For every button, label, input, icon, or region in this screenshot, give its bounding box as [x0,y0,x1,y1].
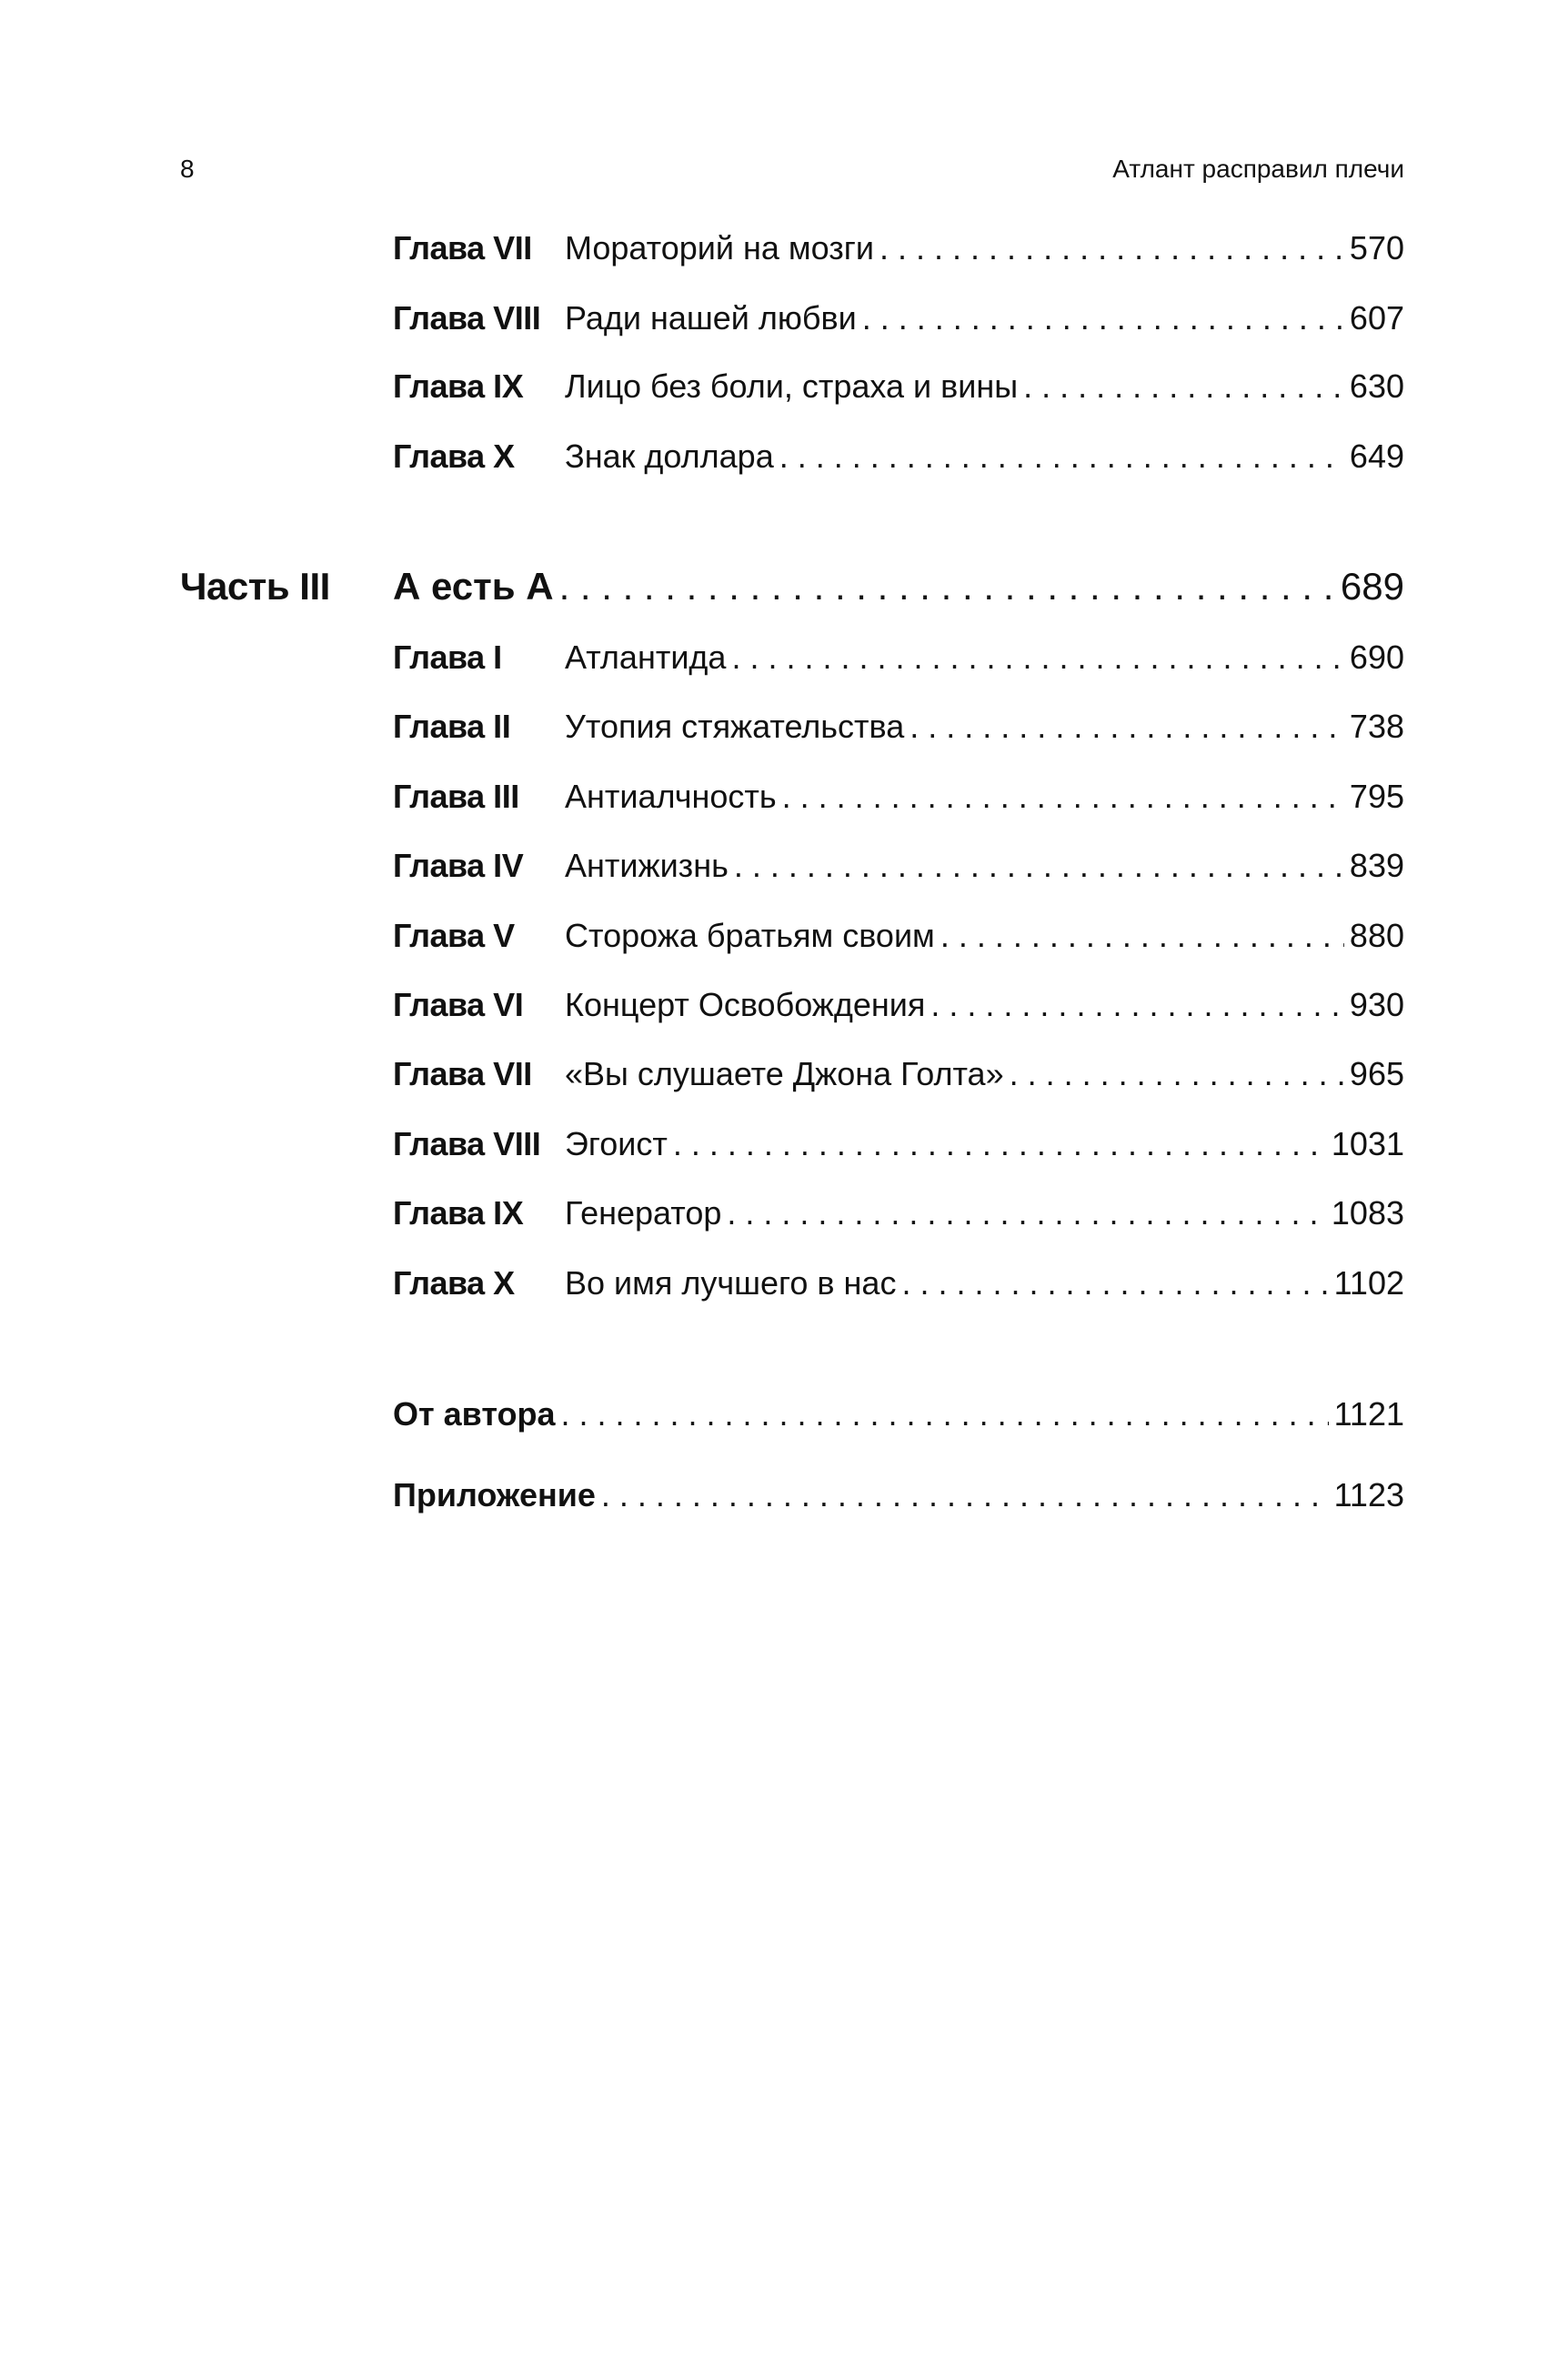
toc-entry[interactable] [180,559,1404,614]
entry-label: Глава IX [393,1194,524,1232]
entry-title: Утопия стяжательства [565,708,905,746]
toc-entry[interactable] [393,296,1404,341]
dot-leader [879,226,1344,271]
running-header-title: Атлант расправил плечи [1112,155,1404,183]
page-number: 8 [180,155,195,183]
entry-page-number: 1031 [1331,1124,1404,1162]
toc-entry[interactable] [393,774,1404,820]
entry-page-number: 880 [1349,916,1404,954]
entry-label: Глава X [393,1263,515,1302]
entry-page-number: 570 [1349,229,1404,266]
entry-title: Атлантида [565,639,727,676]
toc-entry[interactable] [393,1051,1404,1097]
entry-title: Генератор [565,1194,722,1232]
dot-leader [940,913,1344,959]
toc-entry[interactable] [393,843,1404,889]
entry-label: Глава IX [393,367,524,405]
entry-page-number: 738 [1349,708,1404,746]
entry-page-number: 689 [1340,565,1404,608]
dot-leader [930,982,1344,1028]
entry-label: Глава V [393,916,515,954]
toc-entry[interactable] [393,1473,1404,1518]
dot-leader [910,704,1344,749]
entry-page-number: 690 [1349,639,1404,676]
entry-title: Антиалчность [565,777,777,815]
dot-leader [862,296,1344,341]
toc-entry[interactable] [393,1121,1404,1167]
entry-label: Глава VI [393,986,524,1023]
dot-leader [673,1121,1326,1167]
entry-title: Приложение [393,1476,596,1513]
dot-leader [560,1392,1328,1437]
dot-leader [1010,1051,1344,1097]
toc-entry[interactable] [393,226,1404,271]
dot-leader [901,1261,1328,1306]
entry-label: Глава IV [393,847,524,885]
entry-title: Концерт Освобождения [565,986,926,1023]
toc-entry[interactable] [393,913,1404,959]
toc-entry[interactable] [393,434,1404,479]
toc-entry[interactable] [393,364,1404,409]
entry-label: Часть III [180,565,330,608]
toc-entry[interactable] [393,1261,1404,1306]
entry-page-number: 1121 [1333,1395,1404,1433]
toc-entry[interactable] [393,1392,1404,1437]
entry-label: Глава III [393,777,519,815]
entry-page-number: 930 [1349,986,1404,1023]
entry-title: От автора [393,1395,556,1433]
entry-page-number: 607 [1349,299,1404,337]
entry-title: Знак доллара [565,437,774,475]
toc-entry[interactable] [393,1191,1404,1236]
toc-entry[interactable] [393,635,1404,680]
entry-title: Антижизнь [565,847,729,885]
dot-leader [727,1191,1326,1236]
entry-label: Глава VII [393,229,532,266]
entry-label: Глава II [393,708,511,746]
dot-leader [559,559,1335,614]
entry-title: Мораторий на мозги [565,229,875,266]
dot-leader [601,1473,1329,1518]
entry-page-number: 649 [1349,437,1404,475]
entry-title: Сторожа братьям своим [565,916,935,954]
entry-label: Глава I [393,639,502,676]
entry-page-number: 1083 [1331,1194,1404,1232]
toc-entry[interactable] [393,704,1404,749]
dot-leader [782,774,1344,820]
entry-label: Глава VIII [393,1124,541,1162]
entry-title: А есть А [393,565,554,608]
entry-page-number: 630 [1349,367,1404,405]
entry-page-number: 839 [1349,847,1404,885]
toc-entry[interactable] [393,982,1404,1028]
entry-title: «Вы слушаете Джона Голта» [565,1055,1004,1093]
dot-leader [779,434,1344,479]
entry-title: Лицо без боли, страха и вины [565,367,1019,405]
dot-leader [731,635,1343,680]
entry-page-number: 1102 [1333,1263,1404,1302]
entry-page-number: 965 [1349,1055,1404,1093]
entry-label: Глава X [393,437,515,475]
dot-leader [734,843,1344,889]
entry-page-number: 1123 [1333,1476,1404,1513]
dot-leader [1023,364,1344,409]
entry-label: Глава VII [393,1055,532,1093]
entry-title: Эгоист [565,1124,668,1162]
entry-title: Во имя лучшего в нас [565,1263,897,1302]
entry-label: Глава VIII [393,299,541,337]
entry-title: Ради нашей любви [565,299,857,337]
entry-page-number: 795 [1349,777,1404,815]
